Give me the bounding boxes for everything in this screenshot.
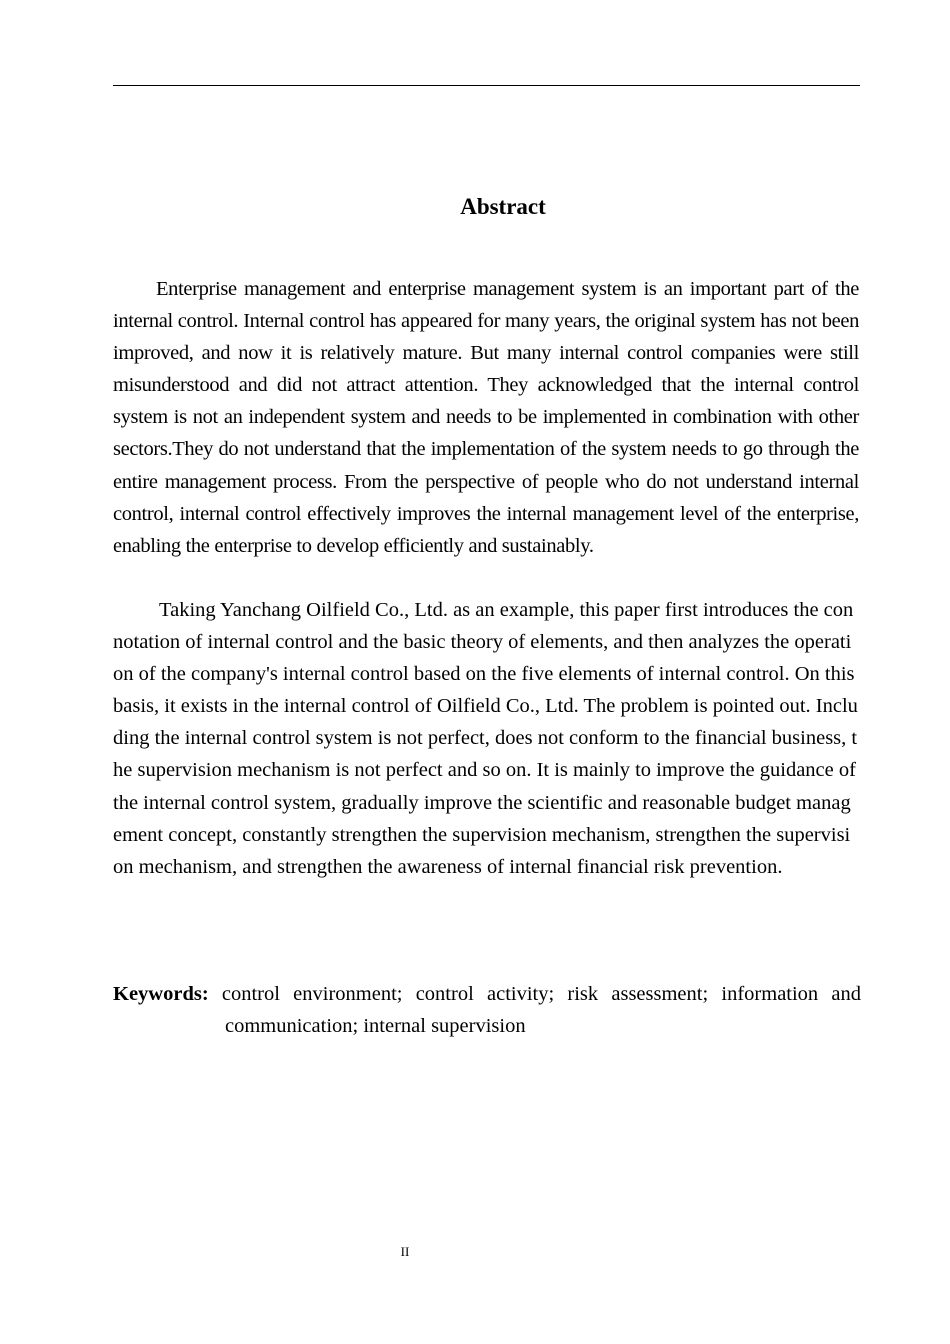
- abstract-paragraph-2: Taking Yanchang Oilfield Co., Ltd. as an example, this paper first introduces the connotation of internal control and the basic theory of elements, and then analyzes the operation of the company's internal control based on the five elements of internal control. On this basis, it exists in the internal control of Oilfield Co., Ltd. The problem is pointed out. Including the internal control system is not perfect, does not conform to the financial business, the supervision mechanism is not perfect and so on. It is mainly to improve the guidance of the internal control system, gradually improve the scientific and reasonable budget management concept, constantly strengthen the supervision mechanism, strengthen the supervision mechanism, and strengthen the awareness of internal financial risk prevention.: [113, 599, 858, 878]
- header-rule: [113, 85, 860, 86]
- abstract-title: Abstract: [460, 194, 546, 219]
- page-number: II: [400, 1244, 410, 1259]
- keywords-text: control environment; control activity; risk assessment; information and communication; internal supervision: [221, 983, 862, 1038]
- keywords-label: Keywords:: [113, 983, 209, 1005]
- abstract-paragraph-1: Enterprise management and enterprise management system is an important part of the internal control. Internal control has appeared for many years, the original system has not been improved, and now it is relatively mature. But many internal control companies were still misunderstood and did not attract attention. They acknowledged that the internal control system is not an independent system and needs to be implemented in combination with other sectors.They do not understand that the implementation of the system needs to go through the entire management process. From the perspective of people who do not understand internal control, internal control effectively improves the internal management level of the enterprise, enabling the enterprise to develop efficiently and sustainably.: [113, 278, 859, 557]
- keywords-block: [113, 978, 861, 1042]
